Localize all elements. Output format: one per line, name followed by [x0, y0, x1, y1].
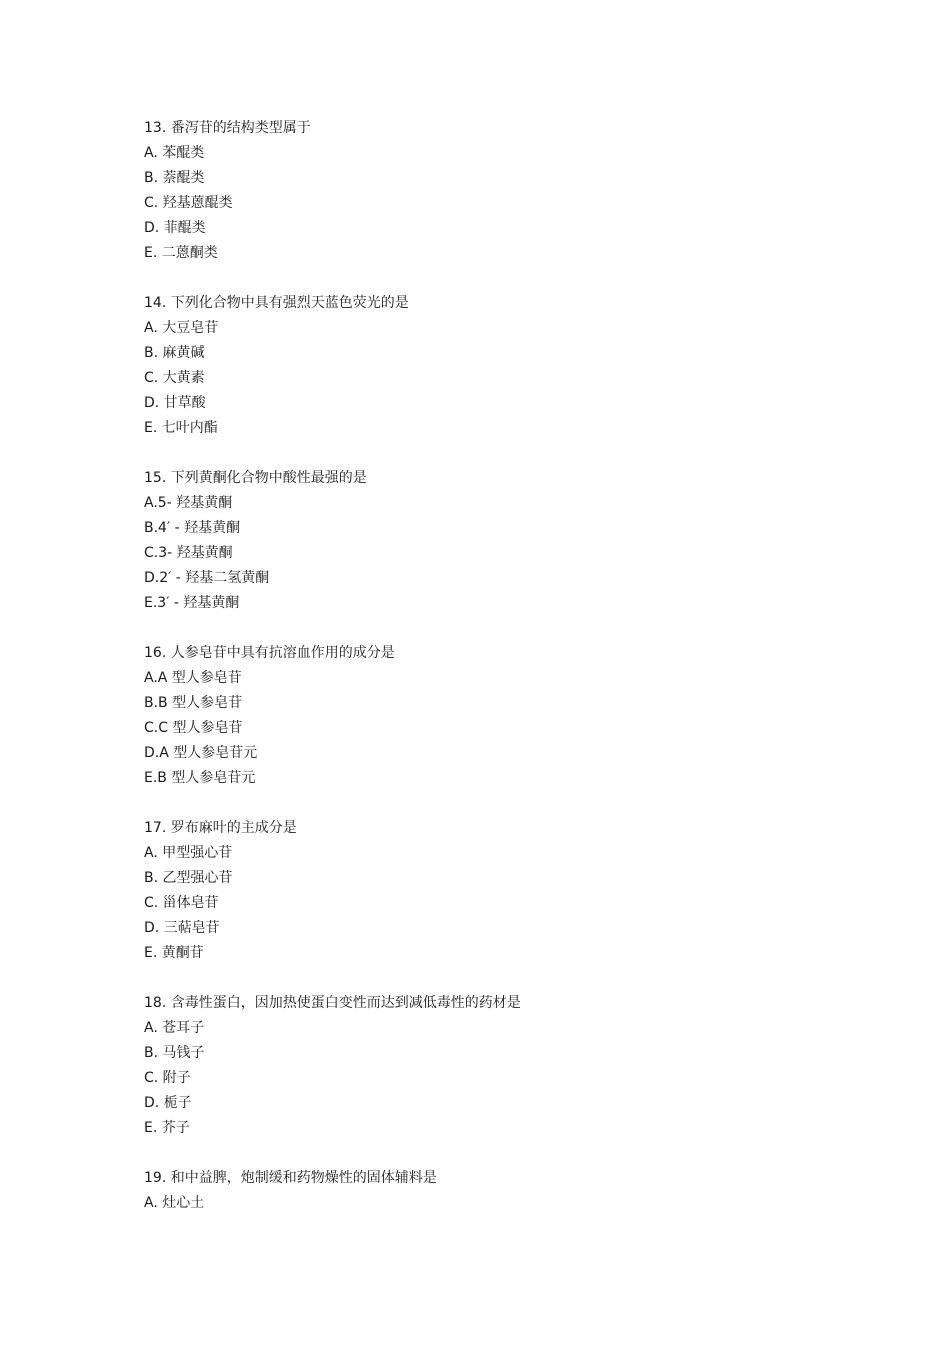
- option-d: D.2′ - 羟基二氢黄酮: [144, 570, 270, 586]
- option-d: D. 甘草酸: [144, 395, 206, 411]
- question-list: [144, 116, 844, 1241]
- option-c: C.C 型人参皂苷: [144, 720, 243, 736]
- option-c: C. 羟基蒽醌类: [144, 195, 233, 211]
- option-d: D.A 型人参皂苷元: [144, 745, 258, 761]
- option-e: E. 二蒽酮类: [144, 245, 218, 261]
- option-e: E.3′ - 羟基黄酮: [144, 595, 240, 611]
- question-stem: 15. 下列黄酮化合物中酸性最强的是: [144, 470, 367, 486]
- question-stem: 14. 下列化合物中具有强烈天蓝色荧光的是: [144, 295, 409, 311]
- option-c: C.3- 羟基黄酮: [144, 545, 233, 561]
- question-stem: 16. 人参皂苷中具有抗溶血作用的成分是: [144, 645, 395, 661]
- question-18: [144, 991, 844, 1141]
- question-stem: 19. 和中益脾，炮制缓和药物燥性的固体辅料是: [144, 1170, 437, 1186]
- option-b: B. 乙型强心苷: [144, 870, 233, 886]
- option-a: A.5- 羟基黄酮: [144, 495, 233, 511]
- option-a: A. 苯醌类: [144, 145, 205, 161]
- question-stem: 17. 罗布麻叶的主成分是: [144, 820, 297, 836]
- question-stem: 13. 番泻苷的结构类型属于: [144, 120, 311, 136]
- question-17: [144, 816, 844, 966]
- option-b: B. 萘醌类: [144, 170, 205, 186]
- option-e: E. 黄酮苷: [144, 945, 204, 961]
- option-b: B. 麻黄碱: [144, 345, 205, 361]
- option-a: A. 灶心土: [144, 1195, 205, 1211]
- question-16: [144, 641, 844, 791]
- option-c: C. 附子: [144, 1070, 191, 1086]
- option-b: B.4′ - 羟基黄酮: [144, 520, 241, 536]
- option-a: A. 甲型强心苷: [144, 845, 233, 861]
- option-e: E. 芥子: [144, 1120, 190, 1136]
- question-14: [144, 291, 844, 441]
- option-a: A.A 型人参皂苷: [144, 670, 242, 686]
- question-stem: 18. 含毒性蛋白，因加热使蛋白变性而达到减低毒性的药材是: [144, 995, 521, 1011]
- option-d: D. 菲醌类: [144, 220, 206, 236]
- option-d: D. 栀子: [144, 1095, 192, 1111]
- option-e: E. 七叶内酯: [144, 420, 218, 436]
- option-a: A. 苍耳子: [144, 1020, 205, 1036]
- option-e: E.B 型人参皂苷元: [144, 770, 256, 786]
- question-13: [144, 116, 844, 266]
- question-15: [144, 466, 844, 616]
- option-a: A. 大豆皂苷: [144, 320, 219, 336]
- option-c: C. 甾体皂苷: [144, 895, 219, 911]
- option-b: B. 马钱子: [144, 1045, 205, 1061]
- question-19: [144, 1166, 844, 1216]
- option-b: B.B 型人参皂苷: [144, 695, 243, 711]
- option-d: D. 三萜皂苷: [144, 920, 220, 936]
- option-c: C. 大黄素: [144, 370, 205, 386]
